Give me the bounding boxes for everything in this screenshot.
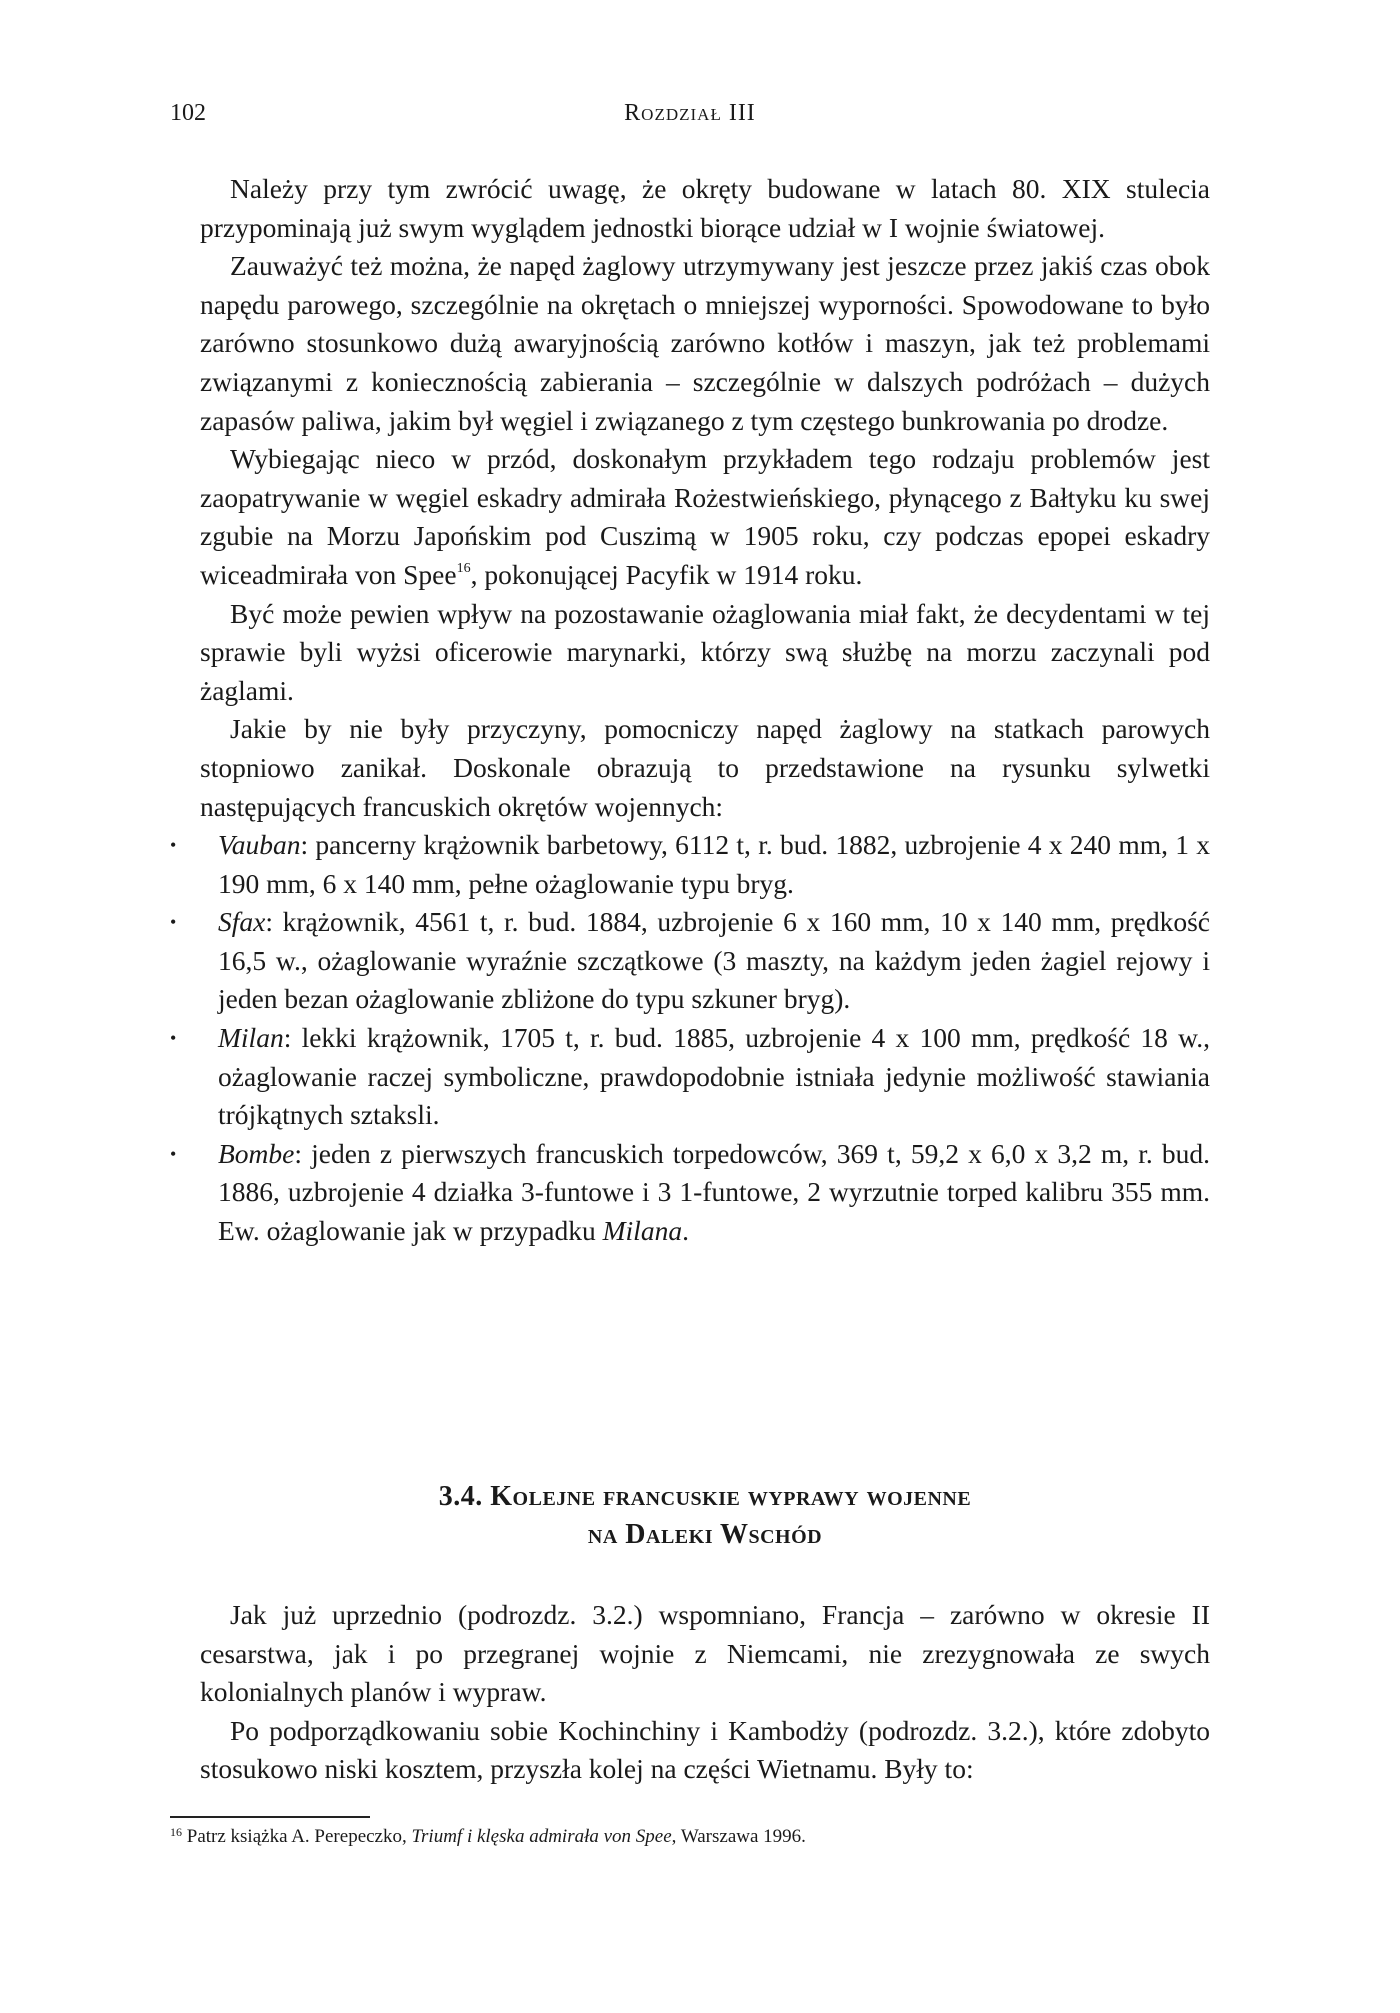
footnote-ref[interactable]: 16: [456, 560, 471, 576]
ship-name: Vauban: [218, 829, 301, 861]
paragraph: Jakie by nie były przyczyny, pomocniczy napęd żaglowy na statkach parowych stopniowo zanikał. Doskonale obrazują to przedstawione na rysunku sylwetki następujących francuskich okrętów wojennych:: [200, 713, 1210, 822]
paragraph: Być może pewien wpływ na pozostawanie ożaglowania miał fakt, że decydentami w tej sprawie byli wyżsi oficerowie marynarki, którzy swą służbę na morzu zaczynali pod żaglami.: [200, 597, 1210, 706]
ship-list: [170, 826, 1210, 1251]
paragraph: Jak już uprzednio (podrozdz. 3.2.) wspomniano, Francja – zarówno w okresie II cesarstwa, jak i po przegranej wojnie z Niemcami, nie zrezygnowała ze swych kolonialnych planów i wypraw.: [200, 1599, 1210, 1708]
paragraph: Po podporządkowaniu sobie Kochinchiny i Kambodży (podrozdz. 3.2.), które zdobyto stosukowo niski kosztem, przyszła kolej na części Wietnamu. Były to:: [200, 1714, 1210, 1785]
section-body-2: [200, 1596, 1210, 1789]
bullet-icon: •: [170, 835, 177, 856]
list-item: [170, 826, 1210, 903]
footnote-text: Patrz książka A. Perepeczko,: [182, 1826, 412, 1847]
paragraph-text: , pokonującej Pacyfik w 1914 roku.: [470, 558, 863, 590]
ship-desc: : jeden z pierwszych francuskich torpedowców, 369 t, 59,2 x 6,0 x 3,2 m, r. bud. 1886, uzbrojenie 4 działka 3-funtowe i 3 1-funtowe, 2 wyrzutnie torped kalibru 355 mm. Ew. ożaglowanie jak w przypadku: [218, 1137, 1210, 1247]
ship-name: Sfax: [218, 906, 266, 938]
section-body-1: [170, 170, 1210, 1251]
footnote-divider: [170, 1816, 370, 1818]
section-heading: [200, 1478, 1210, 1554]
heading-line: 3.4. Kolejne francuskie wyprawy wojenne: [438, 1481, 972, 1512]
paragraph-text: Wybiegając nieco w przód, doskonałym przykładem tego rodzaju problemów jest zaopatrywanie w węgiel eskadry admirała Rożestwieńskiego, płynącego z Bałtyku ku swej zgubie na Morzu Japońskim pod Cuszimą w 1905 roku, czy podczas epopei eskadry wiceadmirała von Spee: [200, 443, 1210, 590]
paragraph: Należy przy tym zwrócić uwagę, że okręty budowane w latach 80. XIX stulecia przypominają już swym wyglądem jednostki biorące udział w I wojnie światowej.: [200, 173, 1210, 243]
heading-line: na Daleki Wschód: [587, 1519, 823, 1550]
list-item: [170, 1135, 1210, 1251]
list-item: [170, 1019, 1210, 1135]
ship-name: Milan: [218, 1022, 284, 1054]
bullet-icon: •: [170, 1143, 177, 1164]
bullet-icon: •: [170, 1028, 177, 1049]
page-number: 102: [170, 100, 206, 126]
list-item: [170, 903, 1210, 1019]
footnote-text: , Warszawa 1996.: [671, 1826, 806, 1847]
ship-desc: : lekki krążownik, 1705 t, r. bud. 1885, uzbrojenie 4 x 100 mm, prędkość 18 w., ożaglowanie raczej symboliczne, prawdopodobnie istniała jedynie możliwość stawiania trójkątnych sztaksli.: [218, 1022, 1210, 1131]
paragraph: [200, 440, 1210, 594]
running-title: Rozdział III: [624, 100, 756, 126]
ship-desc: : pancerny krążownik barbetowy, 6112 t, r. bud. 1882, uzbrojenie 4 x 240 mm, 1 x 190 mm, 6 x 140 mm, pełne ożaglowanie typu bryg.: [218, 829, 1210, 899]
paragraph: Zauważyć też można, że napęd żaglowy utrzymywany jest jeszcze przez jakiś czas obok napędu parowego, szczególnie na okrętach o mniejszej wyporności. Spowodowane to było zarówno stosunkowo dużą awaryjnością zarówno kotłów i maszyn, jak też problemami związanymi z koniecznością zabierania – szczególnie w dalszych podróżach – dużych zapasów paliwa, jakim był węgiel i związanego z tym częstego bunkrowania po drodze.: [200, 250, 1210, 436]
running-head: [170, 100, 1210, 134]
ship-ref: Milana: [602, 1215, 683, 1247]
ship-desc: : krążownik, 4561 t, r. bud. 1884, uzbrojenie 6 x 160 mm, 10 x 140 mm, prędkość 16,5 w., ożaglowanie wyraźnie szczątkowe (3 maszty, na każdym jeden żagiel rejowy i jeden bezan ożaglowanie zbliżone do typu szkuner bryg).: [218, 906, 1210, 1015]
footnote-title: Triumf i klęska admirała von Spee: [411, 1826, 672, 1847]
punctuation: .: [682, 1215, 689, 1247]
footnote: [170, 1826, 1210, 1848]
footnote-number: 16: [170, 1825, 182, 1839]
ship-name: Bombe: [218, 1137, 295, 1169]
bullet-icon: •: [170, 912, 177, 933]
